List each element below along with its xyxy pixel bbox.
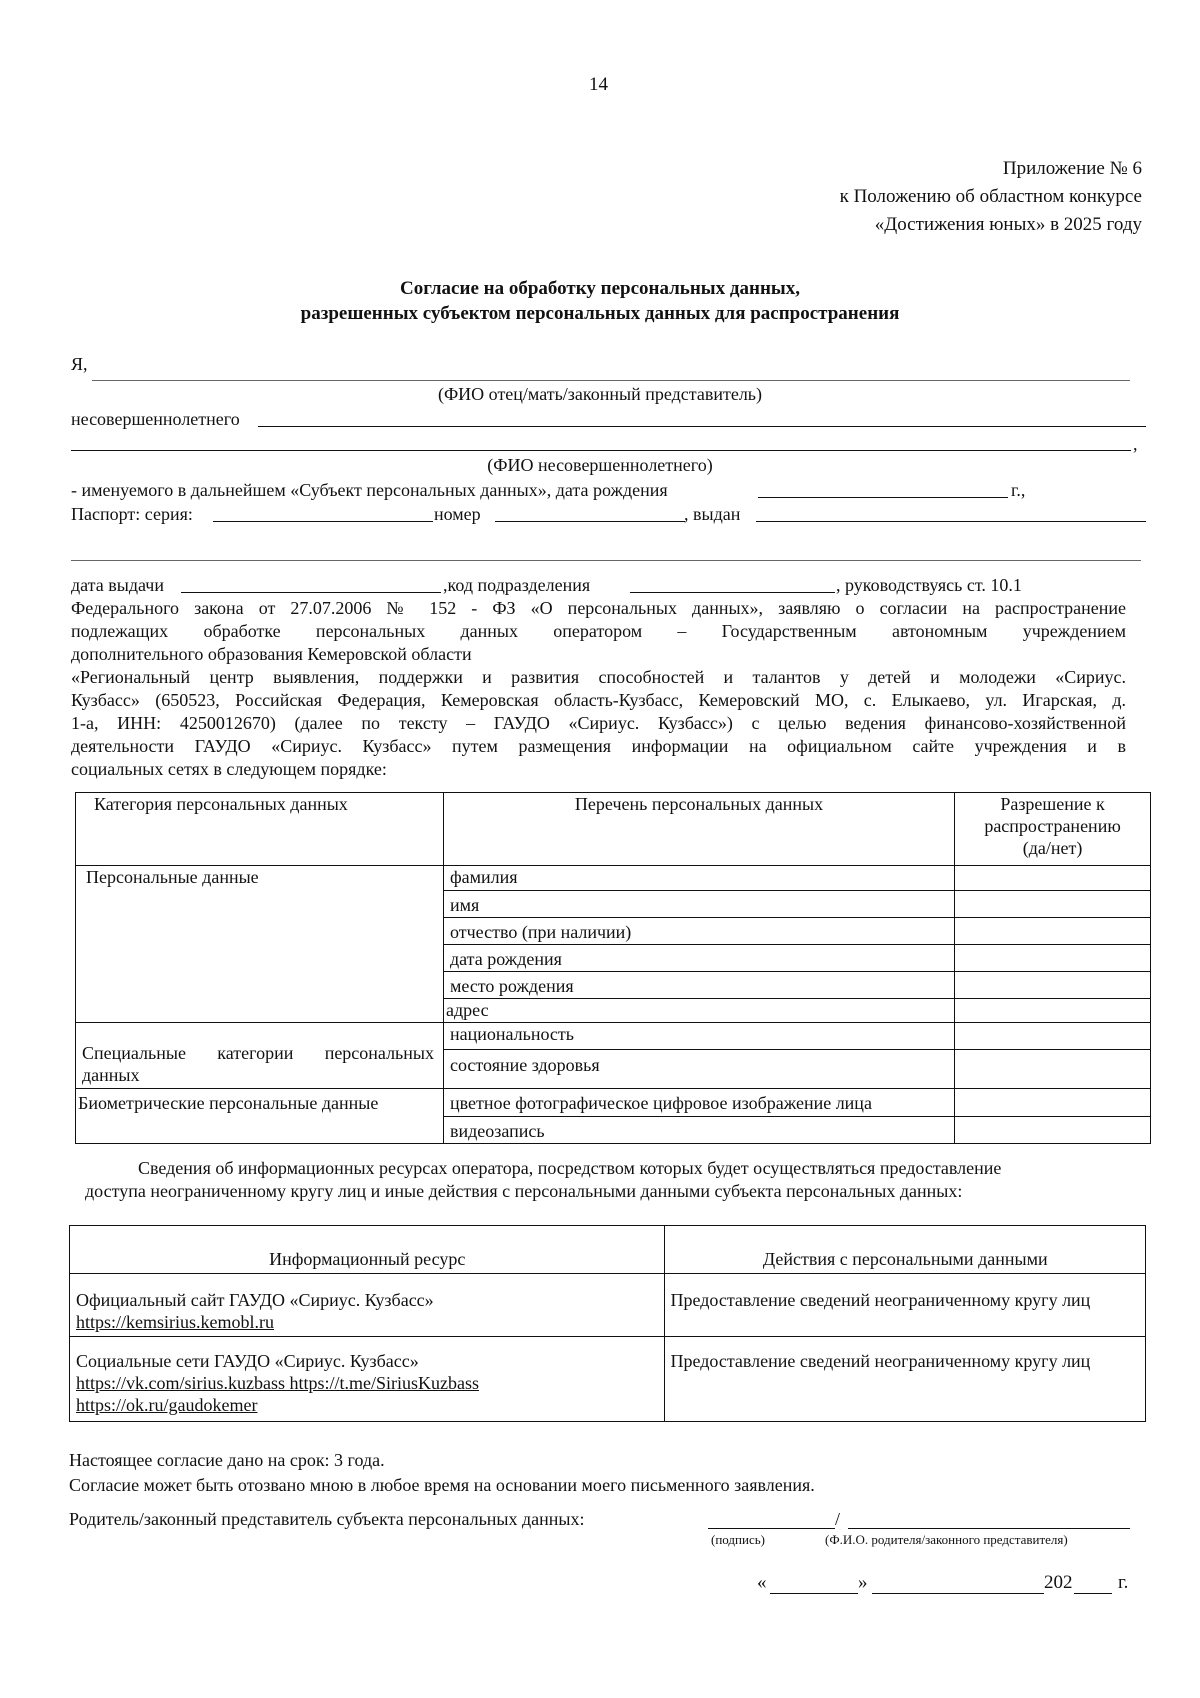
parent-name-line[interactable]: [92, 380, 1130, 381]
header-resource: Информационный ресурс: [70, 1226, 665, 1274]
table-row: [76, 866, 1151, 891]
permission-cell[interactable]: [955, 1117, 1151, 1144]
parent-caption: (ФИО отец/мать/законный представитель): [437, 384, 763, 404]
resource-cell: [70, 1274, 665, 1337]
date-quote-close: »: [858, 1572, 868, 1593]
minor-name-line-1[interactable]: [258, 426, 1146, 427]
fio-caption: (Ф.И.О. родителя/законного представителя): [825, 1532, 1068, 1547]
body-line-7: деятельности ГАУДО «Сириус. Кузбасс» путем размещения информации на официальном сайте учреждения и в: [71, 736, 1126, 756]
date-year-line[interactable]: [1074, 1593, 1112, 1594]
permission-cell[interactable]: [955, 999, 1151, 1023]
table-row: [76, 1023, 1151, 1050]
document-title-line-1: Согласие на обработку персональных данных,: [400, 278, 800, 299]
body-line-4: «Региональный центр выявления, поддержки и развития способностей и талантов у детей и молодежи «Сириус.: [71, 667, 1126, 687]
consent-term: Настоящее согласие дано на срок: 3 года.: [69, 1450, 385, 1470]
group-special-line-2: данных: [82, 1065, 140, 1085]
group-special: [76, 1023, 444, 1089]
body-line-2: подлежащих обработке персональных данных оператором – Государственным автономным учреждением: [71, 621, 1126, 641]
resource-link[interactable]: https://kemsirius.kemobl.ru: [76, 1312, 274, 1332]
permission-cell[interactable]: [955, 918, 1151, 945]
date-month-line[interactable]: [872, 1593, 1044, 1594]
group-personal: Персональные данные: [76, 866, 444, 1023]
consent-revoke: Согласие может быть отозвано мною в любое время на основании моего письменного заявления.: [69, 1475, 815, 1495]
parent-signature-label: Родитель/законный представитель субъекта персональных данных:: [69, 1509, 585, 1529]
resources-intro-line-2: доступа неограниченному кругу лиц и иные действия с персональными данными субъекта персональных данных:: [85, 1181, 963, 1201]
body-line-3: дополнительного образования Кемеровской области: [71, 644, 472, 664]
resource-name: Официальный сайт ГАУДО «Сириус. Кузбасс»: [76, 1290, 434, 1310]
ya-label: Я,: [71, 354, 88, 374]
minor-label: несовершеннолетнего: [71, 409, 240, 429]
item-cell: отчество (при наличии): [443, 918, 954, 945]
item-cell: национальность: [443, 1023, 954, 1050]
date-quote-open: «: [757, 1572, 767, 1593]
header-permission-line-3: (да/нет): [1022, 838, 1083, 858]
item-cell: состояние здоровья: [443, 1050, 954, 1089]
action-cell: Предоставление сведений неограниченному кругу лиц: [665, 1274, 1146, 1337]
passport-issued-label: , выдан: [684, 504, 741, 524]
passport-number-line[interactable]: [495, 521, 685, 522]
action-cell: Предоставление сведений неограниченному кругу лиц: [665, 1337, 1146, 1422]
resource-cell: [70, 1337, 665, 1422]
group-biometric: Биометрические персональные данные: [76, 1089, 444, 1144]
issue-date-line[interactable]: [181, 592, 441, 593]
minor-name-line-2[interactable]: [71, 450, 1131, 451]
date-day-line[interactable]: [770, 1593, 858, 1594]
permission-cell[interactable]: [955, 972, 1151, 999]
birth-year-suffix: г.,: [1011, 480, 1026, 500]
date-year-suffix: г.: [1118, 1572, 1129, 1593]
group-special-line-1: Специальные категории персональных: [82, 1043, 434, 1063]
permission-cell[interactable]: [955, 891, 1151, 918]
item-cell: дата рождения: [443, 945, 954, 972]
permission-cell[interactable]: [955, 1089, 1151, 1117]
body-line-8: социальных сетях в следующем порядке:: [71, 759, 387, 779]
birth-date-line[interactable]: [758, 497, 1008, 498]
item-cell: имя: [443, 891, 954, 918]
resource-name: Социальные сети ГАУДО «Сириус. Кузбасс»: [76, 1351, 419, 1371]
resources-row: [70, 1274, 1146, 1337]
body-line-5: Кузбасс» (650523, Российская Федерация, Кемеровская область-Кузбасс, Кемеровский МО, с. Елыкаево, ул. Игарская, д.: [71, 690, 1126, 710]
table-row: [76, 1089, 1151, 1117]
passport-series-label: Паспорт: серия:: [71, 504, 193, 524]
header-permission: [955, 793, 1151, 866]
resources-intro-line-1: Сведения об информационных ресурсах оператора, посредством которых будет осуществляться предоставление: [138, 1158, 1002, 1178]
signature-slash: /: [835, 1509, 841, 1529]
guided-by-text: , руководствуясь ст. 10.1: [836, 575, 1022, 595]
signature-caption: (подпись): [711, 1532, 765, 1547]
header-category: Категория персональных данных: [76, 793, 444, 866]
header-permission-line-1: Разрешение к: [1000, 794, 1105, 814]
permission-cell[interactable]: [955, 945, 1151, 972]
passport-issued-line-2[interactable]: [71, 560, 1141, 561]
date-year-prefix: 202: [1044, 1572, 1073, 1593]
header-list: Перечень персональных данных: [443, 793, 954, 866]
table-header-row: [76, 793, 1151, 866]
resource-link[interactable]: https://vk.com/sirius.kuzbass https://t.me/SiriusKuzbass: [76, 1373, 479, 1393]
body-line-6: 1-а, ИНН: 4250012670) (далее по тексту – ГАУДО «Сириус. Кузбасс») с целью ведения финансово-хозяйственной: [71, 713, 1126, 733]
fio-line[interactable]: [848, 1528, 1130, 1529]
signature-line[interactable]: [708, 1528, 835, 1529]
permission-cell[interactable]: [955, 866, 1151, 891]
subject-prefix: - именуемого в дальнейшем «Субъект персональных данных», дата рождения: [71, 480, 668, 500]
minor-caption: (ФИО несовершеннолетнего): [487, 455, 713, 475]
document-title-line-2: разрешенных субъектом персональных данных для распространения: [300, 303, 900, 324]
header-actions: Действия с персональными данными: [665, 1226, 1146, 1274]
page-number: 14: [589, 74, 608, 95]
resource-link[interactable]: https://ok.ru/gaudokemer: [76, 1395, 258, 1415]
issue-date-label: дата выдачи: [71, 575, 164, 595]
minor-comma: ,: [1133, 434, 1138, 454]
passport-issued-line[interactable]: [756, 521, 1146, 522]
passport-number-label: номер: [434, 504, 481, 524]
item-cell: адрес: [443, 999, 954, 1023]
header-permission-line-2: распространению: [984, 816, 1121, 836]
appendix-line-2: к Положению об областном конкурсе: [839, 186, 1142, 207]
permission-cell[interactable]: [955, 1050, 1151, 1089]
body-line-1: Федерального закона от 27.07.2006 № 152 - ФЗ «О персональных данных», заявляю о согласии на распространение: [71, 598, 1126, 618]
appendix-line-1: Приложение № 6: [1002, 158, 1142, 179]
item-cell: цветное фотографическое цифровое изображение лица: [443, 1089, 954, 1117]
resources-row: [70, 1337, 1146, 1422]
resources-table: [69, 1225, 1146, 1422]
item-cell: фамилия: [443, 866, 954, 891]
item-cell: место рождения: [443, 972, 954, 999]
permission-cell[interactable]: [955, 1023, 1151, 1050]
personal-data-table: [75, 792, 1151, 1144]
division-code-label: ,код подразделения: [443, 575, 591, 595]
passport-series-line[interactable]: [213, 521, 433, 522]
resources-header-row: [70, 1226, 1146, 1274]
item-cell: видеозапись: [443, 1117, 954, 1144]
division-code-line[interactable]: [630, 592, 835, 593]
appendix-line-3: «Достижения юных» в 2025 году: [874, 214, 1142, 235]
